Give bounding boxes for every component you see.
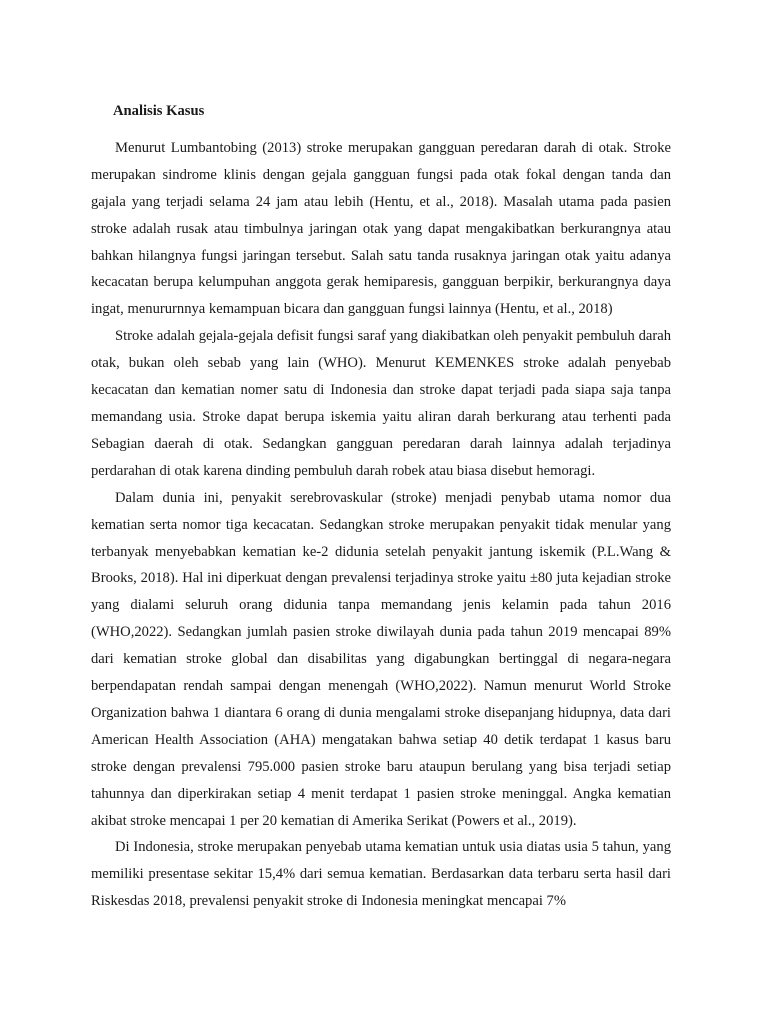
- document-body: [91, 98, 671, 915]
- paragraph-4: Di Indonesia, stroke merupakan penyebab utama kematian untuk usia diatas usia 5 tahun, yang memiliki presentase sekitar 15,4% dari semua kematian. Berdasarkan data terbaru serta hasil dari Riskesdas 2018, prevalensi penyakit stroke di Indonesia meningkat mencapai 7%: [91, 839, 671, 910]
- paragraph-1: Menurut Lumbantobing (2013) stroke merupakan gangguan peredaran darah di otak. Stroke merupakan sindrome klinis dengan gejala gangguan fungsi pada otak fokal dengan tanda dan gajala yang terjadi selama 24 jam atau lebih (Hentu, et al., 2018). Masalah utama pada pasien stroke adalah rusak atau timbulnya jaringan otak yang dapat mengakibatkan berkurangnya atau bahkan hilangnya fungsi jaringan tersebut. Salah satu tanda rusaknya jaringan otak yaitu adanya kecacatan berupa kelumpuhan anggota gerak hemiparesis, gangguan berpikir, berkurangnya daya ingat, menururnnya kemampuan bicara dan gangguan fungsi lainnya (Hentu, et al., 2018): [91, 139, 671, 318]
- paragraph-3: Dalam dunia ini, penyakit serebrovaskular (stroke) menjadi penybab utama nomor dua kematian serta nomor tiga kecacatan. Sedangkan stroke merupakan penyakit tidak menular yang terbanyak menyebabkan kematian ke-2 didunia setelah penyakit jantung iskemik (P.L.Wang & Brooks, 2018). Hal ini diperkuat dengan prevalensi terjadinya stroke yaitu ±80 juta kejadian stroke yang dialami seluruh orang didunia tanpa memandang jenis kelamin pada tahun 2016 (WHO,2022). Sedangkan jumlah pasien stroke diwilayah dunia pada tahun 2019 mencapai 89% dari kematian stroke global dan disabilitas yang digabungkan bertinggal di negara-negara berpendapatan rendah sampai dengan menengah (WHO,2022). Namun menurut World Stroke Organization bahwa 1 diantara 6 orang di dunia mengalami stroke disepanjang hidupnya, data dari American Health Association (AHA) mengatakan bahwa setiap 40 detik terdapat 1 kasus baru stroke dengan prevalensi 795.000 pasien stroke baru ataupun berulang yang bisa terjadi setiap tahunnya dan diperkirakan setiap 4 menit terdapat 1 pasien stroke meninggal. Angka kematian akibat stroke mencapai 1 per 20 kematian di Amerika Serikat (Powers et al., 2019).: [91, 489, 671, 829]
- section-heading: Analisis Kasus: [113, 103, 205, 119]
- paragraph-2: Stroke adalah gejala-gejala defisit fungsi saraf yang diakibatkan oleh penyakit pembuluh darah otak, bukan oleh sebab yang lain (WHO). Menurut KEMENKES stroke adalah penyebab kecacatan dan kematian nomer satu di Indonesia dan stroke dapat terjadi pada siapa saja tanpa memandang usia. Stroke dapat berupa iskemia yaitu aliran darah berkurang atau terhenti pada Sebagian daerah di otak. Sedangkan gangguan peredaran darah lainnya adalah terjadinya perdarahan di otak karena dinding pembuluh darah robek atau biasa disebut hemoragi.: [91, 328, 671, 479]
